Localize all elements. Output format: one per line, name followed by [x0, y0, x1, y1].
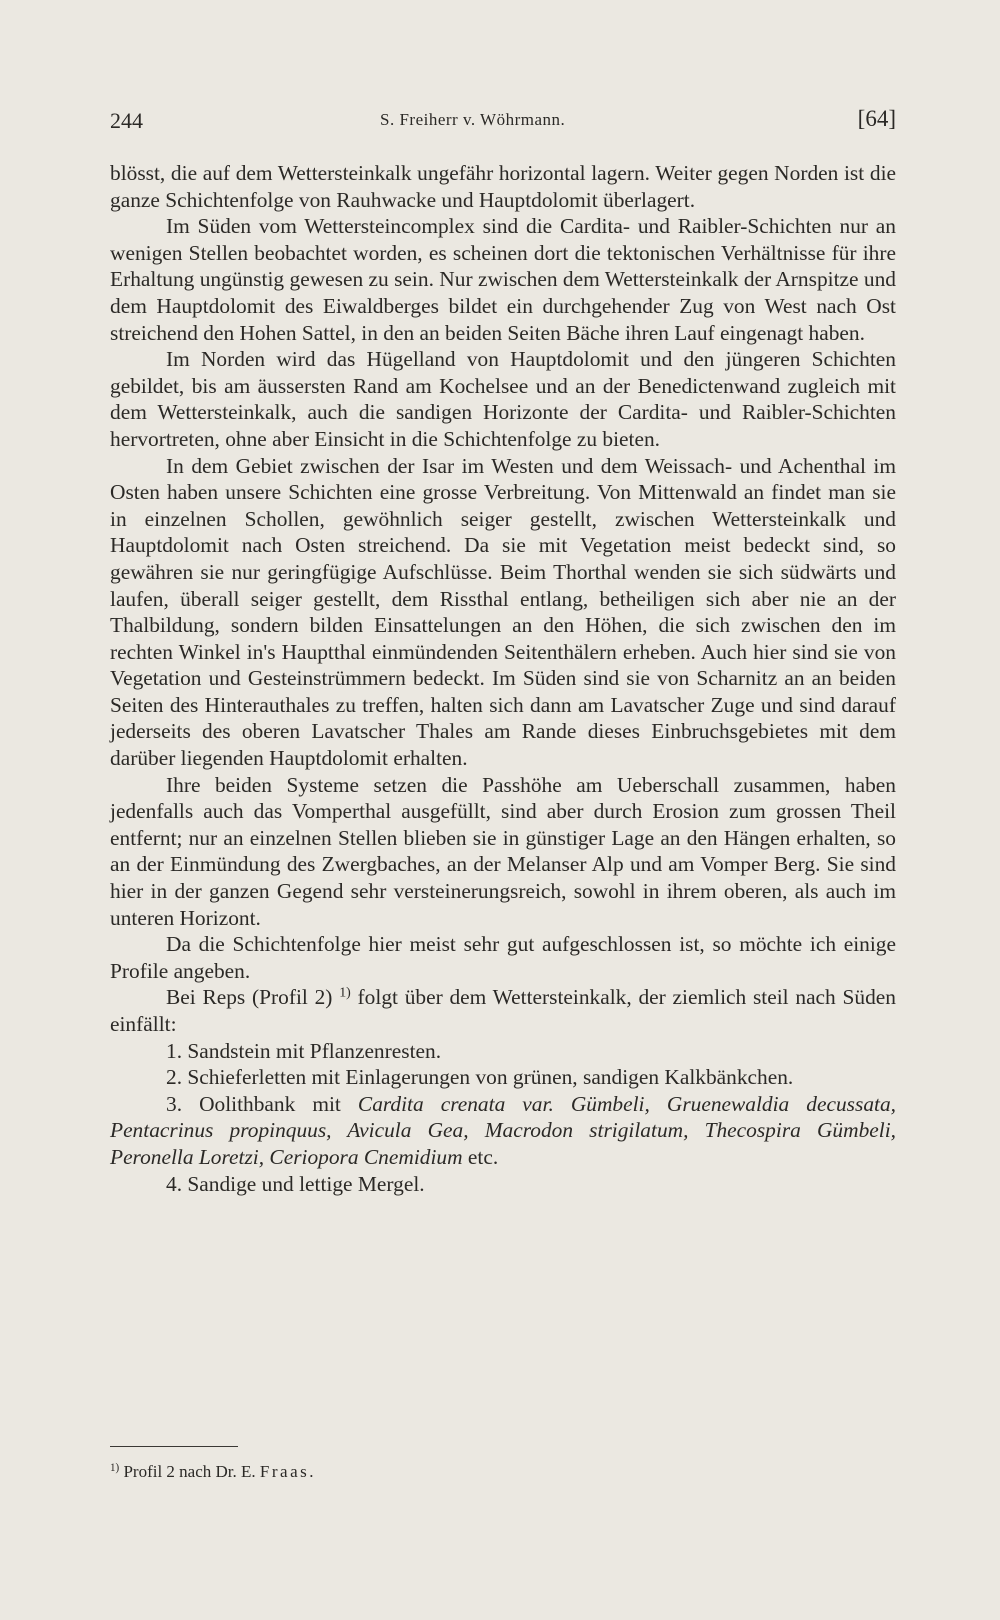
footnote-text: Profil 2 nach Dr. E.	[119, 1462, 260, 1481]
footnote-reference[interactable]: 1)	[339, 985, 351, 1001]
footnote-divider	[110, 1446, 238, 1447]
paragraph-text: folgt über dem Wettersteinkalk, der ziemlich steil nach Süden einfällt:	[110, 985, 896, 1036]
page-number: 244	[110, 108, 143, 133]
species-list: Cardita crenata var. Gümbeli, Gruenewaldia decussata, Pentacrinus propinquus, Avicula Gea, Macrodon strigilatum, Thecospira Gümbeli, Peronella Loretzi, Ceriopora Cnemidium	[110, 1091, 896, 1169]
paragraph	[110, 984, 896, 1037]
section-number: [64]	[857, 106, 896, 131]
list-item	[110, 1091, 896, 1171]
paragraph: Im Norden wird das Hügelland von Hauptdolomit und den jüngeren Schichten gebildet, bis am äussersten Rand am Kochelsee und an der Benedictenwand zugleich mit dem Wettersteinkalk, auch die sandigen Horizonte der Cardita- und Raibler-Schichten hervortreten, ohne aber Einsicht in die Schichtenfolge zu bieten.	[110, 347, 896, 451]
page-header	[110, 106, 896, 142]
list-item-text: 3. Oolithbank mit	[166, 1091, 358, 1116]
list-item: 2. Schieferletten mit Einlagerungen von grünen, sandigen Kalkbänkchen.	[166, 1065, 794, 1090]
paragraph: In dem Gebiet zwischen der Isar im Westen und dem Weissach- und Achenthal im Osten haben unsere Schichten eine grosse Verbreitung. Von Mittenwald an findet man sie in einzelnen Schollen, gewöhnlich seiger gestellt, zwischen Wettersteinkalk und Hauptdolomit nach Osten streichend. Da sie mit Vegetation meist bedeckt sind, so gewähren sie nur geringfügige Aufschlüsse. Beim Thorthal wenden sie sich südwärts und laufen, überall seiger gestellt, dem Rissthal entlang, betheiligen sich aber nie an der Thalbildung, sondern bilden Einsattelungen an den Höhen, die sich zwischen den im rechten Winkel in's Hauptthal einmündenden Seitenthälern erheben. Auch hier sind sie von Vegetation und Gesteinstrümmern bedeckt. Im Süden sind sie von Scharnitz an an beiden Seiten des Hinterauthales zu treffen, halten sich dann am Lavatscher Zuge und sind darauf jederseits des oberen Lavatscher Thales am Rande dieses Einbruchsgebietes mit dem darüber liegenden Hauptdolomit erhalten.	[110, 453, 896, 771]
body-text	[110, 160, 896, 1197]
paragraph: blösst, die auf dem Wettersteinkalk ungefähr horizontal lagern. Weiter gegen Norden ist die ganze Schichtenfolge von Rauhwacke und Hauptdolomit überlagert.	[110, 161, 896, 212]
footnote-mark: 1)	[110, 1461, 120, 1474]
footnote	[110, 1462, 896, 1482]
paragraph: Ihre beiden Systeme setzen die Passhöhe am Ueberschall zusammen, haben jedenfalls auch das Vomperthal ausgefüllt, sind aber durch Erosion zum grossen Theil entfernt; nur an einzelnen Stellen blieben sie in günstiger Lage an den Hängen erhalten, so an der Einmündung des Zwergbaches, an der Melanser Alp und am Vomper Berg. Sie sind hier in der ganzen Gegend sehr versteinerungsreich, sowohl in ihrem oberen, als auch im unteren Horizont.	[110, 772, 896, 930]
list-item: 4. Sandige und lettige Mergel.	[166, 1171, 425, 1196]
list-item-text: etc.	[462, 1144, 499, 1169]
paragraph: Im Süden vom Wettersteincomplex sind die Cardita- und Raibler-Schichten nur an wenigen Stellen beobachtet worden, es scheinen dort die tektonischen Verhältnisse für ihre Erhaltung ungünstig gewesen zu sein. Nur zwischen dem Wettersteinkalk der Arnspitze und dem Hauptdolomit des Eiwaldberges bildet ein durchgehender Zug von West nach Ost streichend den Hohen Sattel, in den an beiden Seiten Bäche ihren Lauf eingenagt haben.	[110, 214, 896, 345]
list-item: 1. Sandstein mit Pflanzenresten.	[166, 1038, 442, 1063]
footnote-author: Fraas.	[259, 1462, 316, 1481]
paragraph: Da die Schichtenfolge hier meist sehr gut aufgeschlossen ist, so möchte ich einige Profile angeben.	[110, 932, 896, 983]
running-title: S. Freiherr v. Wöhrmann.	[380, 110, 566, 129]
paragraph-text: Bei Reps (Profil 2)	[166, 985, 333, 1010]
